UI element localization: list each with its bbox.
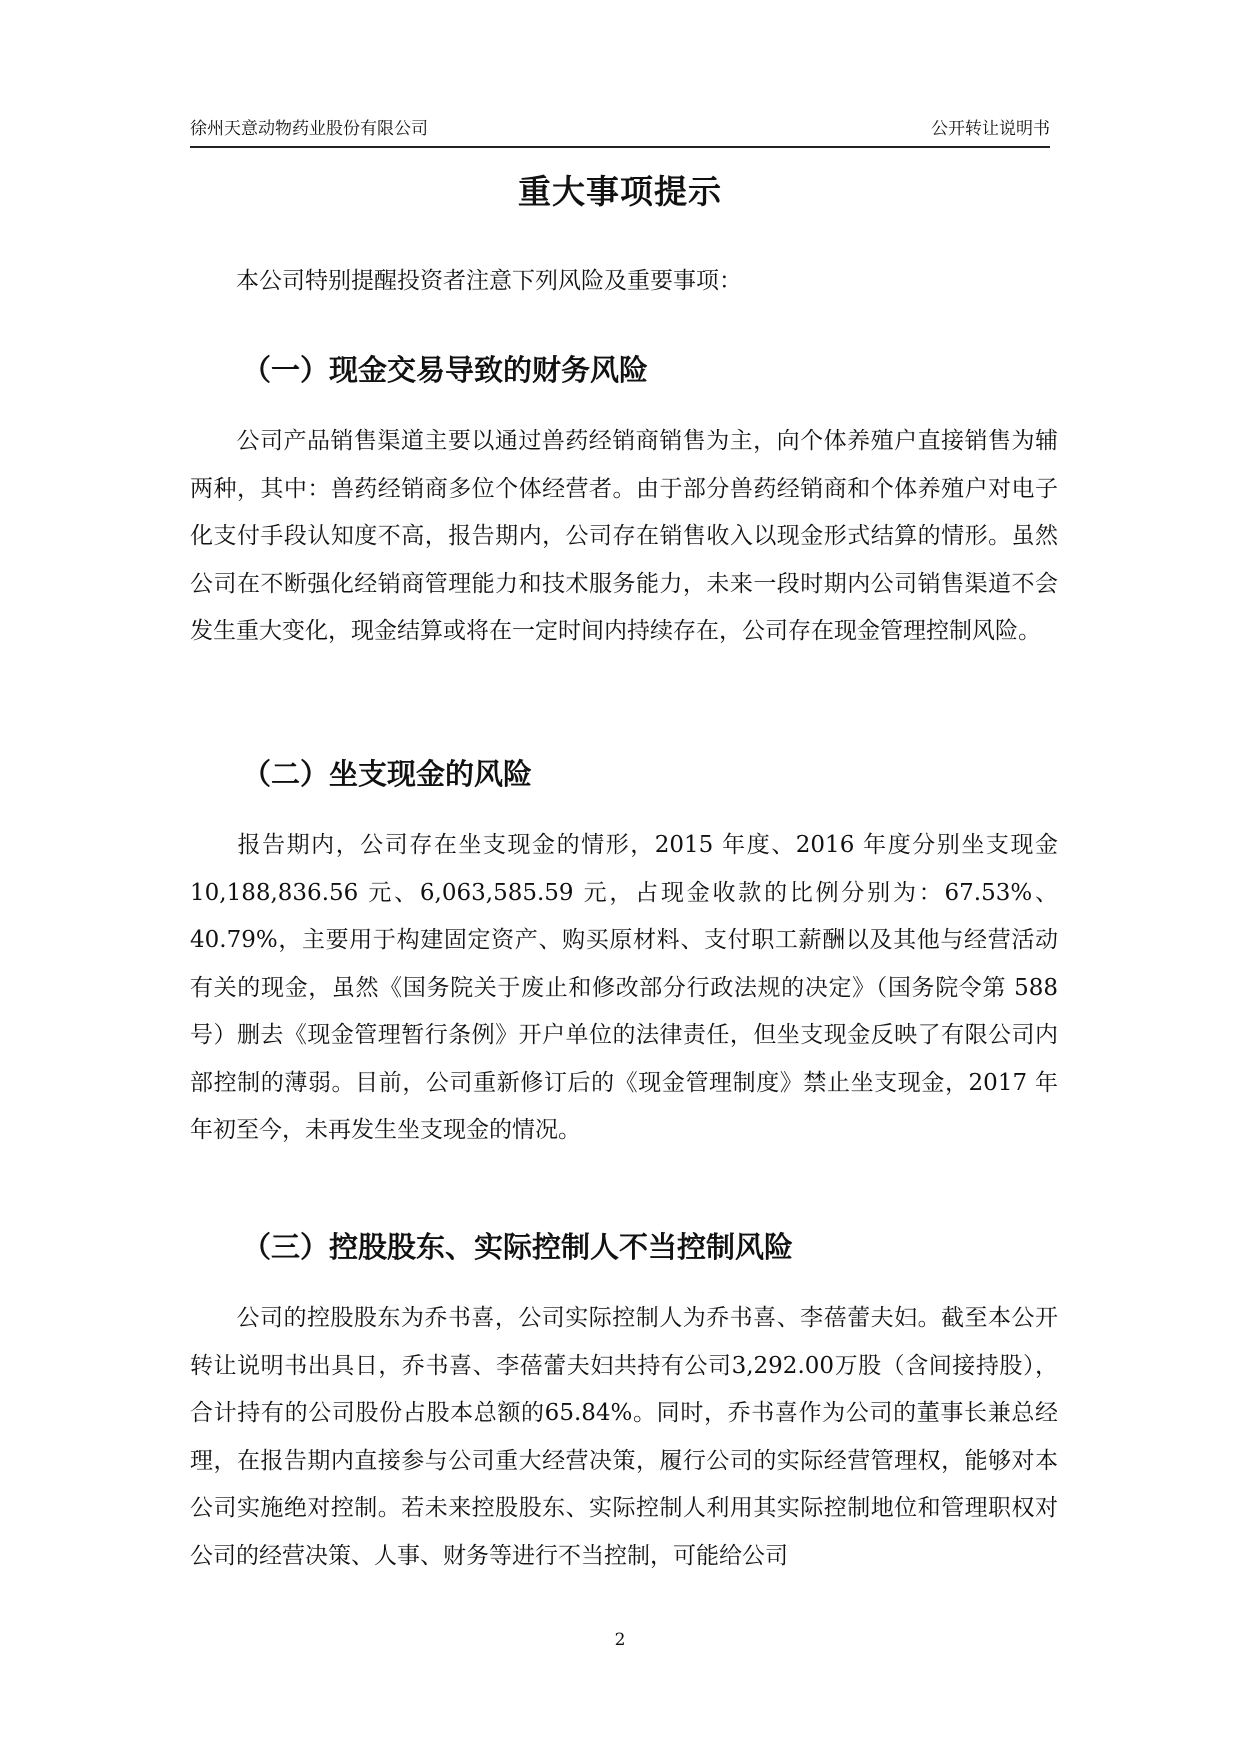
section-3-text: 公司的控股股东为乔书喜，公司实际控制人为乔书喜、李蓓蕾夫妇。截至本公开转让说明书出具日，乔书喜、李蓓蕾夫妇共持有公司3,292.00万股（含间接持股），合计持有的公司股份占股本总额的65.84%。同时，乔书喜作为公司的董事长兼总经理，在报告期内直接参与公司重大经营决策，履行公司的实际经营管理权，能够对本公司实施绝对控制。若未来控股股东、实际控制人利用其实际控制地位和管理职权对公司的经营决策、人事、财务等进行不当控制，可能给公司 [190,1305,1058,1569]
page-header [190,116,1050,148]
intro-text: 本公司特别提醒投资者注意下列风险及重要事项： [236,268,742,294]
section-1-text: 公司产品销售渠道主要以通过兽药经销商销售为主，向个体养殖户直接销售为辅两种，其中：兽药经销商多位个体经营者。由于部分兽药经销商和个体养殖户对电子化支付手段认知度不高，报告期内，公司存在销售收入以现金形式结算的情形。虽然公司在不断强化经销商管理能力和技术服务能力，未来一段时期内公司销售渠道不会发生重大变化，现金结算或将在一定时间内持续存在，公司存在现金管理控制风险。 [190,428,1058,644]
section-2-text: 报告期内，公司存在坐支现金的情形，2015 年度、2016 年度分别坐支现金 10,188,836.56 元、6,063,585.59 元，占现金收款的比例分别为：67.53%、40.79%，主要用于构建固定资产、购买原材料、支付职工薪酬以及其他与经营活动有关的现金，虽然《国务院关于废止和修改部分行政法规的决定》（国务院令第 588 号）删去《现金管理暂行条例》开户单位的法律责任，但坐支现金反映了有限公司内部控制的薄弱。目前，公司重新修订后的《现金管理制度》禁止坐支现金，2017 年年初至今，未再发生坐支现金的情况。 [190,832,1058,1143]
header-company-name: 徐州天意动物药业股份有限公司 [190,119,428,139]
intro-paragraph [190,258,1058,306]
section-2-body [190,822,1058,1155]
section-3-body [190,1295,1058,1580]
section-3-heading: （三）控股股东、实际控制人不当控制风险 [242,1230,794,1264]
page-number: 2 [614,1630,626,1650]
section-1-body [190,418,1058,656]
page-title: 重大事项提示 [518,172,722,211]
section-1-heading: （一）现金交易导致的财务风险 [242,353,649,387]
header-document-type: 公开转让说明书 [931,119,1050,139]
section-2-heading: （二）坐支现金的风险 [242,757,533,791]
